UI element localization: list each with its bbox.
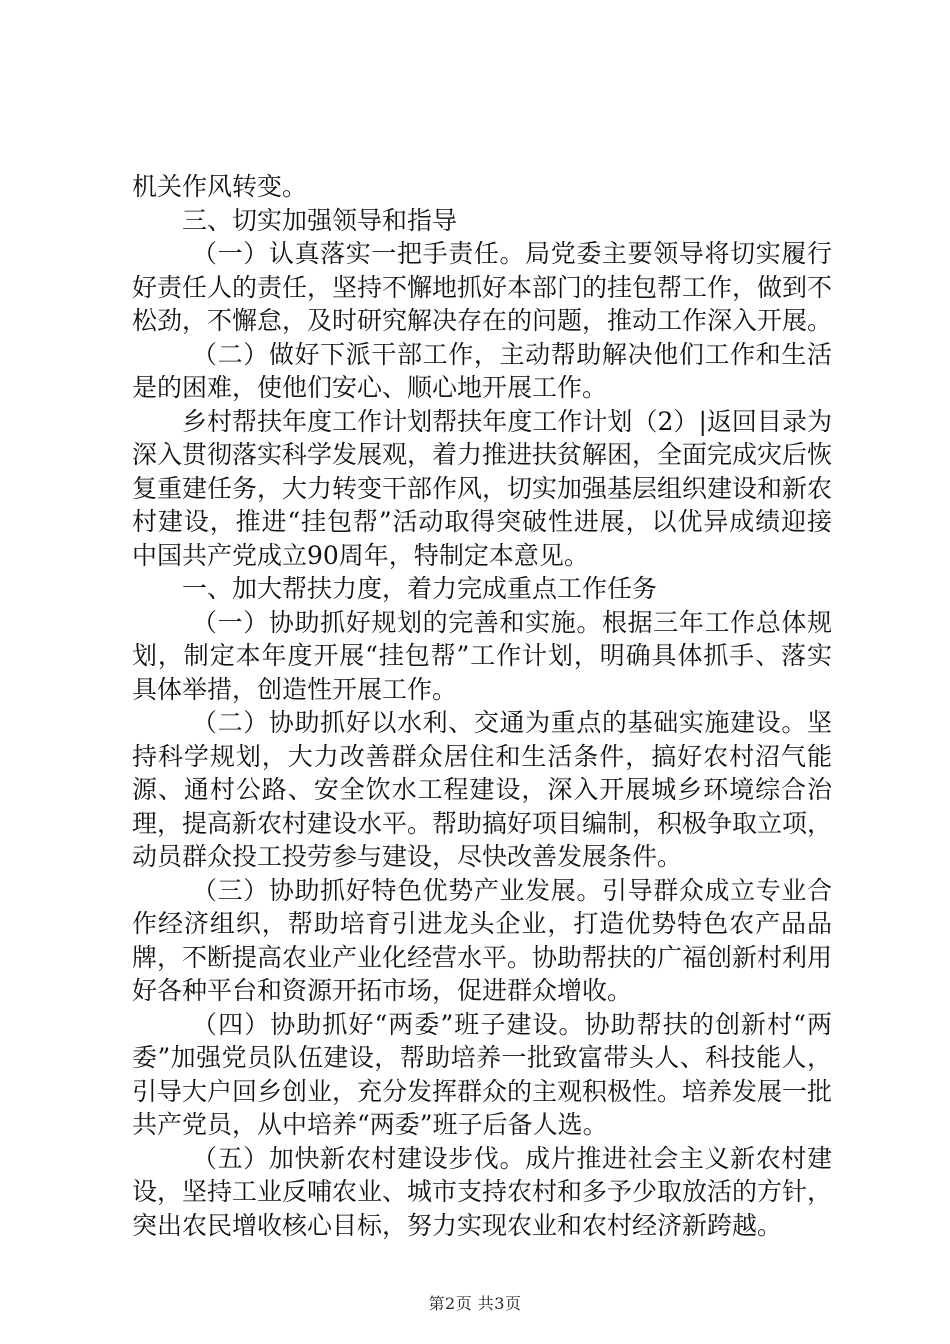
section-heading: 三、切实加强领导和指导 xyxy=(182,205,458,235)
paragraph: （四）协助抓好“两委”班子建设。协助帮扶的创新村“两委”加强党员队伍建设，帮助培养一批致富带头人、科技能人，引导大户回乡创业，充分发挥群众的主观积极性。培养发展一批共产党员，从中培养“两委”班子后备人选。 xyxy=(132,1009,833,1139)
paragraph: （一）认真落实一把手责任。局党委主要领导将切实履行好责任人的责任，坚持不懈地抓好本部门的挂包帮工作，做到不松劲，不懈怠，及时研究解决存在的问题，推动工作深入开展。 xyxy=(132,239,833,335)
section-heading: 一、加大帮扶力度，着力完成重点工作任务 xyxy=(182,574,658,603)
document-body xyxy=(132,170,832,1242)
paragraph: 机关作风转变。 xyxy=(132,172,308,201)
paragraph: （三）协助抓好特色优势产业发展。引导群众成立专业合作经济组织，帮助培育引进龙头企业，打造优势特色农产品品牌，不断提高农业产业化经营水平。协助帮扶的广福创新村利用好各种平台和资源开拓市场，促进群众增收。 xyxy=(132,875,833,1005)
paragraph: （二）做好下派干部工作，主动帮助解决他们工作和生活是的困难，使他们安心、顺心地开展工作。 xyxy=(132,339,832,402)
paragraph: 乡村帮扶年度工作计划帮扶年度工作计划（2）|返回目录为深入贯彻落实科学发展观，着力推进扶贫解困，全面完成灾后恢复重建任务，大力转变干部作风，切实加强基层组织建设和新农村建设，推进“挂包帮”活动取得突破性进展，以优异成绩迎接中国共产党成立90周年，特制定本意见。 xyxy=(132,406,833,570)
page-number-footer: 第2页 共3页 xyxy=(428,1294,522,1313)
paragraph: （五）加快新农村建设步伐。成片推进社会主义新农村建设，坚持工业反哺农业、城市支持农村和多予少取放活的方针，突出农民增收核心目标，努力实现农业和农村经济新跨越。 xyxy=(132,1143,833,1240)
paragraph: （一）协助抓好规划的完善和实施。根据三年工作总体规划，制定本年度开展“挂包帮”工作计划，明确具体抓手、落实具体举措，创造性开展工作。 xyxy=(132,607,832,704)
paragraph: （二）协助抓好以水利、交通为重点的基础实施建设。坚持科学规划，大力改善群众居住和生活条件，搞好农村沼气能源、通村公路、安全饮水工程建设，深入开展城乡环境综合治理，提高新农村建设水平。帮助搞好项目编制，积极争取立项，动员群众投工投劳参与建设，尽快改善发展条件。 xyxy=(132,708,833,871)
